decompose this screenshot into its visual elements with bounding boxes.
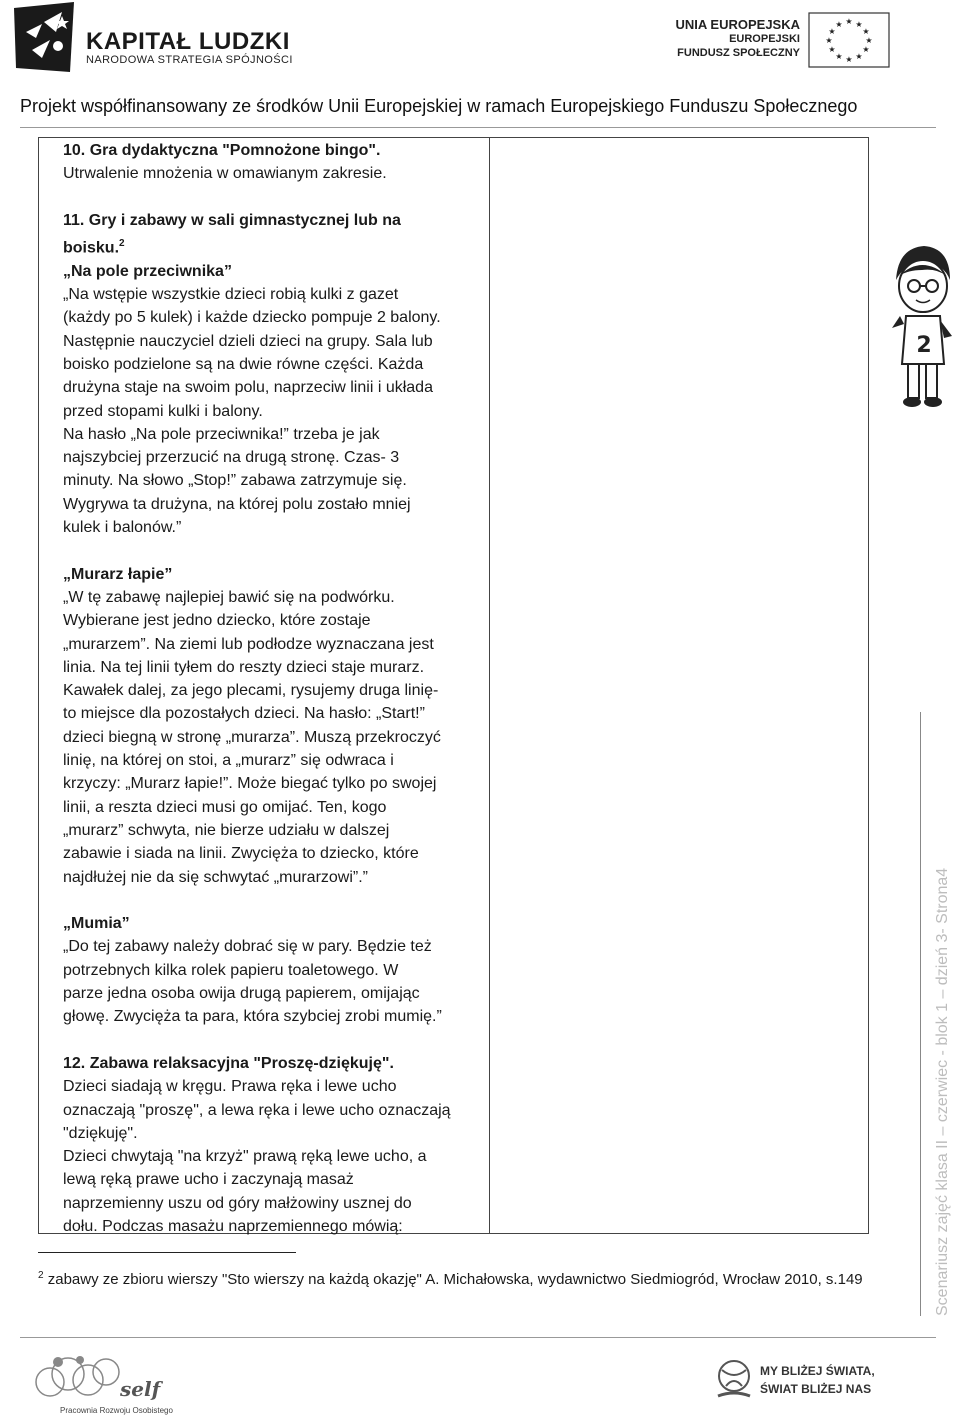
content-line: Dzieci chwytają "na krzyż" prawą ręką lewe ucho, a [63, 1148, 427, 1166]
content-line: zabawie i siada na linii. Zwycięża to dziecko, które [63, 845, 419, 863]
content-line: „murarzem”. Na ziemi lub podłodze wyznaczana jest [63, 635, 434, 653]
header-divider [20, 127, 936, 128]
svg-text:★: ★ [825, 36, 833, 45]
content-line: linii, a reszta dzieci musi go omijać. Ten, kogo [63, 798, 387, 816]
content-line: (każdy po 5 kulek) i każde dziecko pompuje 2 balony. [63, 309, 441, 327]
item-10-title: 10. Gra dydaktyczna "Pomnożone bingo". [63, 142, 381, 159]
svg-text:★: ★ [862, 45, 870, 54]
content-line: krzyczy: „Murarz łapie!”. Może biegać tylko po swojej [63, 775, 437, 793]
content-line: minuty. Na słowo „Stop!” zabawa zatrzymuje się. [63, 472, 407, 490]
content-line: kulek i balonów.” [63, 519, 182, 537]
content-line: Kawałek dalej, za jego plecami, rysujemy druga linię- [63, 682, 439, 700]
content-line: Na hasło „Na pole przeciwnika!” trzeba je jak [63, 425, 380, 443]
content-line: Wygrywa ta drużyna, na której polu zostało mniej [63, 495, 411, 513]
content-line: boisko podzielone są na dwie równe części. Każda [63, 356, 424, 373]
content-line: to miejsce dla pozostałych dzieci. Na hasło: „Start!” [63, 705, 425, 723]
globe-hand-icon [712, 1356, 756, 1402]
game-title-mumia: „Mumia” [63, 915, 130, 933]
content-line: „murarz” schwyta, nie bierze udziału w dalszej [63, 821, 390, 839]
footer-divider [20, 1337, 936, 1338]
svg-text:★: ★ [835, 52, 843, 61]
svg-text:★: ★ [835, 20, 843, 29]
content-line: Utrwalenie mnożenia w omawianym zakresie. [63, 165, 387, 183]
content-line: lewą ręką prawe ucho i zaczynają masaż [63, 1171, 354, 1189]
mascot-child-icon [886, 240, 956, 410]
footer-slogan-line-1: MY BLIŻEJ ŚWIATA, [760, 1364, 875, 1378]
item-11-title: 11. Gry i zabawy w sali gimnastycznej lub na [63, 211, 401, 229]
spacer [63, 889, 487, 912]
item-11-title-cont [63, 232, 487, 260]
content-line: najszybciej przerzucić na drugą stronę. Czas- 3 [63, 449, 400, 467]
lesson-content [63, 139, 487, 1238]
self-caption: Pracownia Rozwoju Osobistego [60, 1406, 173, 1415]
content-line: najdłużej nie da się schwytać „murarzowi”.” [63, 868, 368, 886]
footnote-text: zabawy ze zbioru wierszy "Sto wierszy na każdą okazję" A. Michałowska, wydawnictwo Siedmiogród, Wrocław 2010, s.149 [43, 1271, 863, 1288]
page-side-caption: Scenariusz zajęć klasa II – czerwiec - blok 1 – dzień 3- Strona4 [934, 867, 951, 1316]
content-line: Następnie nauczyciel dzieli dzieci na grupy. Sala lub [63, 332, 433, 350]
kapital-ludzki-title: KAPITAŁ LUDZKI [86, 28, 290, 55]
game-title-murarz: „Murarz łapie” [63, 565, 173, 583]
content-line: „Do tej zabawy należy dobrać się w pary. Będzie też [63, 938, 432, 956]
content-line: parze jedna osoba owija drugą papierem, omijając [63, 985, 420, 1003]
content-line: przed stopami kulki i balony. [63, 402, 263, 420]
kapital-ludzki-subtitle: NARODOWA STRATEGIA SPÓJNOŚCI [86, 54, 293, 66]
eu-line-1: UNIA EUROPEJSKA [675, 17, 800, 32]
content-line: oznaczają "proszę", a lewa ręka i lewe ucho oznaczają [63, 1101, 451, 1119]
svg-text:★: ★ [828, 45, 836, 54]
eu-flag-icon [808, 12, 890, 68]
spacer [63, 1029, 487, 1052]
eu-text-block [640, 18, 800, 60]
game-title-na-pole: „Na pole przeciwnika” [63, 262, 232, 280]
content-line: linię, na której on stoi, a „murarz” się odwraca i [63, 752, 394, 770]
eu-line-3: FUNDUSZ SPOŁECZNY [677, 47, 800, 59]
content-line: dzieci biegną w stronę „murarza”. Muszą przekroczyć [63, 728, 441, 746]
footnote-marker: 2 [38, 1270, 44, 1281]
content-line: głowę. Zwycięża ta para, która szybciej zrobi mumię.” [63, 1008, 442, 1026]
content-line: Wybierane jest jedno dziecko, które zostaje [63, 612, 371, 630]
table-column-divider [489, 137, 490, 1234]
content-line: naprzemienny uszu od góry małżowiny usznej do [63, 1194, 412, 1212]
footnote [38, 1264, 898, 1292]
project-cofinancing-line: Projekt współfinansowany ze środków Unii Europejskiej w ramach Europejskiego Funduszu Społecznego [20, 96, 858, 116]
item-12-title: 12. Zabawa relaksacyjna "Proszę-dziękuję". [63, 1054, 394, 1072]
svg-text:★: ★ [865, 36, 873, 45]
svg-text:★: ★ [855, 20, 863, 29]
side-divider [920, 712, 921, 1316]
self-text: self [120, 1377, 161, 1401]
kapital-ludzki-logo [12, 2, 78, 72]
footnote-divider [38, 1252, 296, 1253]
self-logo [28, 1350, 168, 1410]
content-line: "dziękuję". [63, 1124, 138, 1142]
content-line: potrzebnych kilka rolek papieru toaletowego. W [63, 961, 399, 979]
mascot-number: 2 [916, 333, 932, 358]
content-line: Dzieci siadają w kręgu. Prawa ręka i lewe ucho [63, 1078, 397, 1096]
svg-text:★: ★ [862, 27, 870, 36]
footer-slogan-line-2: ŚWIAT BLIŻEJ NAS [760, 1382, 872, 1396]
item-11-title-end: boisku. [63, 239, 120, 257]
svg-text:★: ★ [845, 55, 853, 64]
content-line: „W tę zabawę najlepiej bawić się na podwórku. [63, 588, 395, 606]
svg-text:★: ★ [828, 27, 836, 36]
content-line: linia. Na tej linii tyłem do reszty dzieci staje murarz. [63, 658, 425, 676]
svg-text:★: ★ [855, 52, 863, 61]
spacer [63, 186, 487, 209]
content-line: „Na wstępie wszystkie dzieci robią kulki z gazet [63, 286, 399, 304]
eu-line-2: EUROPEJSKI [729, 33, 800, 45]
svg-text:★: ★ [845, 17, 853, 26]
content-line: drużyna staje na swoim polu, naprzeciw linii i układa [63, 379, 433, 397]
content-line: dołu. Podczas masażu naprzemiennego mówią: [63, 1217, 403, 1235]
footnote-ref: 2 [119, 238, 125, 250]
spacer [63, 539, 487, 562]
